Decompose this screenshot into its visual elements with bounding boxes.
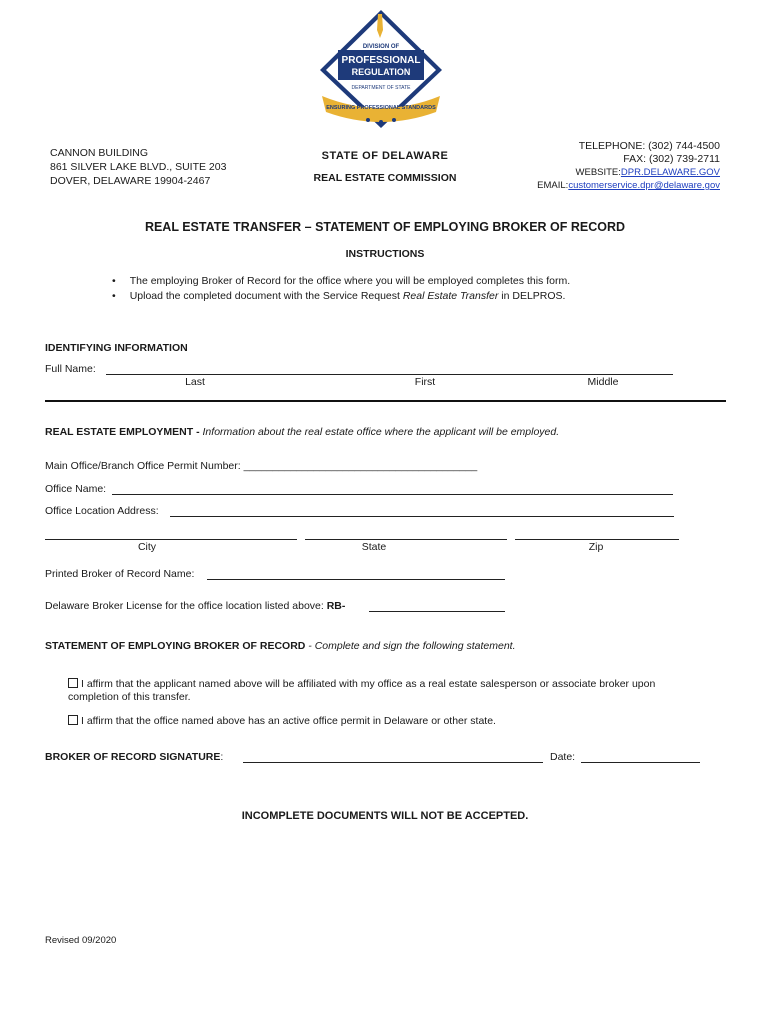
license-label: Delaware Broker License for the office location listed above: [45, 600, 327, 612]
form-title: REAL ESTATE TRANSFER – STATEMENT OF EMPLOYING BROKER OF RECORD [144, 220, 626, 234]
state-field[interactable] [305, 539, 507, 540]
section-divider [45, 400, 726, 402]
permit-number-field[interactable] [258, 458, 520, 472]
last-sublabel: Last [185, 376, 205, 388]
signature-row [45, 751, 223, 763]
dpr-logo [316, 8, 446, 130]
affirm-2-checkbox[interactable] [68, 715, 78, 725]
email-link[interactable]: customerservice.dpr@delaware.gov [568, 180, 720, 191]
instruction-text-2-post: in DELPROS. [498, 290, 566, 302]
affirm-1-text: I affirm that the applicant named above will be affiliated with my office as a real estate salesperson or associate broker upon [81, 678, 656, 690]
statement-heading [45, 640, 516, 652]
website-link[interactable]: DPR.DELAWARE.GOV [620, 167, 720, 178]
signature-label: BROKER OF RECORD SIGNATURE [45, 751, 221, 763]
revised-date: Revised 09/2020 [45, 935, 117, 946]
fax: FAX: (302) 739-2711 [623, 153, 720, 165]
first-sublabel: First [414, 376, 436, 388]
date-field[interactable] [581, 762, 700, 763]
website-label: WEBSITE: [575, 167, 621, 178]
printed-broker-field[interactable] [207, 579, 505, 580]
instruction-bullet-2: • Upload the completed document with the Service Request Real Estate Transfer in DELPROS. [112, 290, 566, 302]
zip-field[interactable] [515, 539, 679, 540]
affirm-1-row [68, 678, 655, 704]
address-line-2: 861 SILVER LAKE BLVD., SUITE 203 [50, 161, 227, 173]
instruction-text-2-italic: Real Estate Transfer [402, 290, 499, 302]
office-name-field[interactable] [112, 494, 673, 495]
logo-banner-text: ENSURING PROFESSIONAL STANDARDS [326, 105, 436, 111]
email-label: EMAIL: [537, 180, 569, 191]
state-title: STATE OF DELAWARE [321, 150, 449, 162]
date-label: Date: [550, 751, 576, 763]
employment-heading-bold: REAL ESTATE EMPLOYMENT - [45, 426, 203, 438]
affirm-2-text: I affirm that the office named above has an active office permit in Delaware or other state. [81, 715, 496, 727]
city-field[interactable] [45, 539, 297, 540]
middle-sublabel: Middle [587, 376, 619, 388]
city-sublabel: City [137, 541, 157, 553]
instructions-heading: INSTRUCTIONS [345, 248, 425, 260]
instruction-bullet-1: • The employing Broker of Record for the office where you will be employed completes this form. [112, 275, 571, 287]
office-location-label: Office Location Address: [45, 505, 159, 517]
address-line-1: CANNON BUILDING [50, 147, 149, 159]
employment-heading [45, 426, 559, 438]
office-name-label: Office Name: [45, 483, 107, 495]
printed-broker-label: Printed Broker of Record Name: [45, 568, 195, 580]
license-number-field[interactable] [369, 611, 505, 612]
zip-sublabel: Zip [588, 541, 604, 553]
license-row [45, 600, 345, 612]
statement-heading-note: - Complete and sign the following statement. [305, 640, 516, 652]
employment-heading-note: Information about the real estate office where the applicant will be employed. [202, 426, 560, 438]
permit-number-label: Main Office/Branch Office Permit Number: ________________________________________ [45, 460, 478, 472]
address-block [50, 146, 226, 188]
identifying-heading: IDENTIFYING INFORMATION [45, 342, 188, 354]
signature-colon: : [220, 751, 224, 763]
affirm-1-checkbox[interactable] [68, 678, 78, 688]
affirm-1-text-cont: completion of this transfer. [68, 691, 191, 703]
address-line-3: DOVER, DELAWARE 19904-2467 [50, 175, 211, 187]
incomplete-warning: INCOMPLETE DOCUMENTS WILL NOT BE ACCEPTED. [241, 810, 529, 822]
website-row [537, 166, 720, 179]
full-name-field[interactable] [106, 374, 673, 375]
affirm-2-row [68, 715, 496, 727]
commission-title: REAL ESTATE COMMISSION [313, 172, 457, 184]
contact-block [537, 140, 720, 192]
state-sublabel: State [361, 541, 387, 553]
instruction-text-2: Upload the completed document with the Service Request [129, 290, 403, 302]
logo-text-regulation: REGULATION [351, 67, 411, 77]
email-row [537, 179, 720, 192]
logo-text-professional: PROFESSIONAL [341, 55, 421, 66]
statement-heading-bold: STATEMENT OF EMPLOYING BROKER OF RECORD [45, 640, 306, 652]
logo-text-department: DEPARTMENT OF STATE [351, 85, 411, 91]
instruction-text-1: The employing Broker of Record for the office where you will be employed completes this form. [129, 275, 571, 287]
telephone: TELEPHONE: (302) 744-4500 [578, 140, 720, 152]
logo-text-division: DIVISION OF [362, 44, 400, 50]
signature-field[interactable] [243, 762, 543, 763]
full-name-label: Full Name: [45, 363, 96, 375]
office-location-field[interactable] [170, 516, 674, 517]
license-prefix: RB- [326, 600, 346, 612]
